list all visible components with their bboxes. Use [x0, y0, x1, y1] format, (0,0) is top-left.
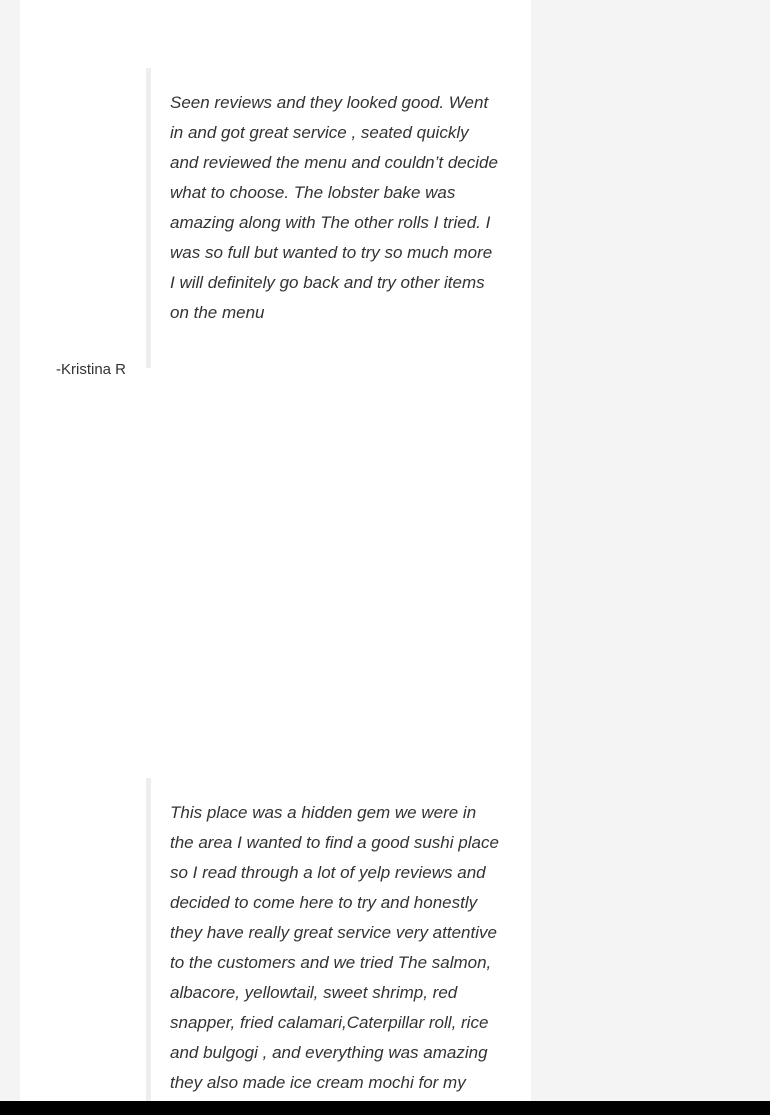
bottom-bar	[0, 1101, 770, 1115]
content-card	[20, 0, 531, 1115]
review-author: -Kristina R	[56, 361, 127, 378]
review-quote	[146, 68, 500, 368]
review-quote	[146, 778, 500, 1115]
review-text: This place was a hidden gem we were in the area I wanted to find a good sushi place so I read through a lot of yelp reviews and decided to come here to try and honestly they have really great service very attentive to the customers and we tried The salmon, albacore, yellowtail, sweet shrimp, red snapper, fried calamari,Caterpillar roll, rice and bulgogi , and everything was amazing they also made ice cream mochi for my	[170, 803, 499, 1092]
review-text: Seen reviews and they looked good. Went in and got great service , seated quickly and reviewed the menu and couldn’t decide what to choose. The lobster bake was amazing along with The other rolls I tried. I was so full but wanted to try so much more I will definitely go back and try other items on the menu	[170, 93, 498, 322]
